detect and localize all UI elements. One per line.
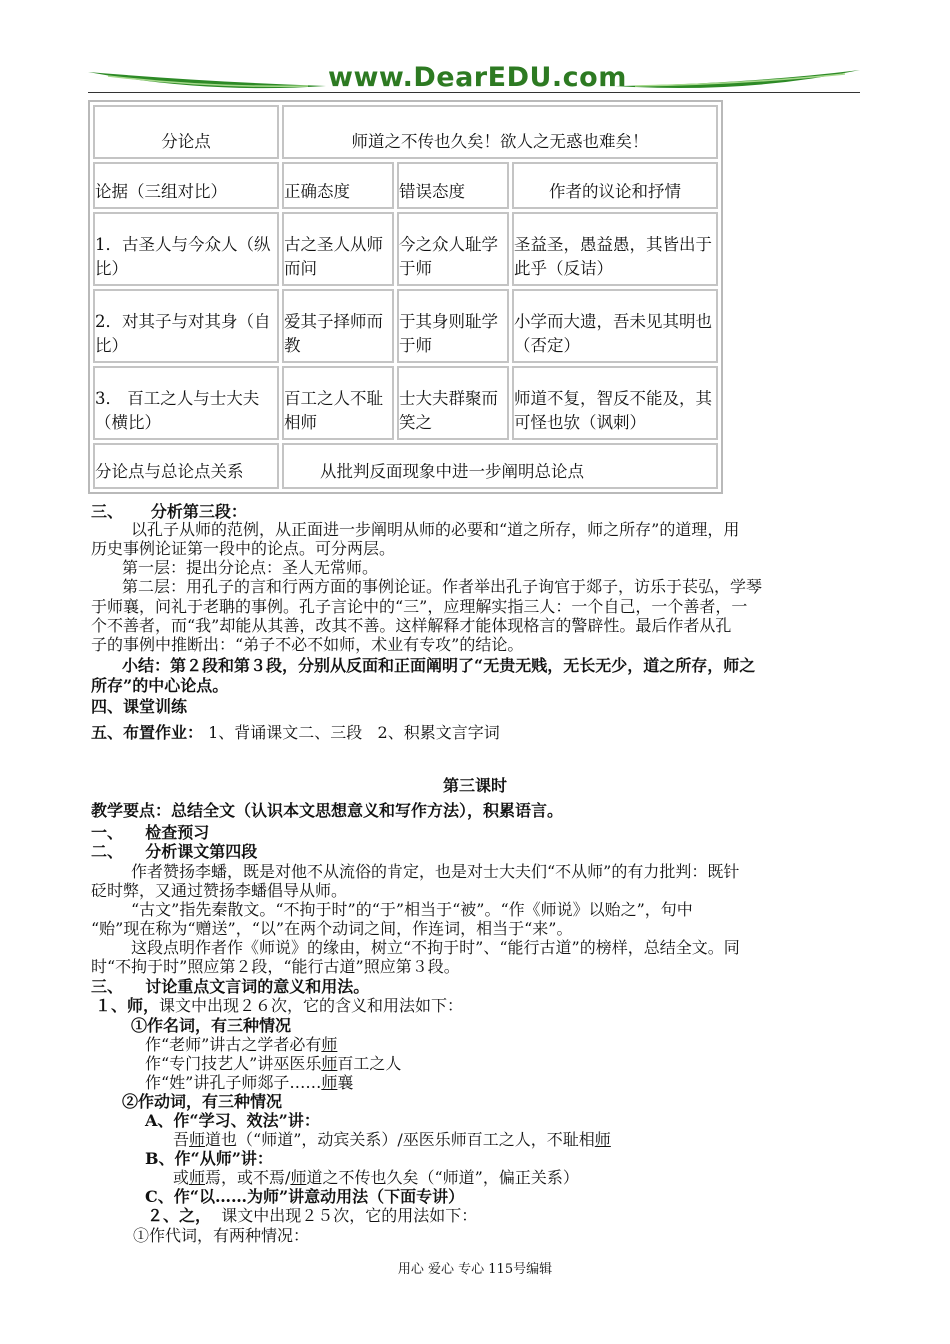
example-text: 襄 — [337, 1073, 354, 1092]
table-cell: 3． 百工之人与士大夫（横比） — [93, 366, 279, 440]
example-line — [145, 1073, 353, 1092]
section-heading: 三、 分析第三段： — [91, 502, 247, 521]
table-header-cell: 作者的议论和抒情 — [512, 162, 718, 209]
paragraph-line: 个不善者，而“我”却能从其善，改其不善。这样解释才能体现格言的警辟性。最后作者从孔 — [91, 616, 732, 635]
site-header — [88, 56, 860, 100]
example-text: 作“老师”讲古之学者必有 — [145, 1035, 322, 1054]
table-header-cell: 正确态度 — [282, 162, 394, 209]
paragraph-line: 时“不拘于时”照应第２段，“能行古道”照应第３段。 — [91, 957, 460, 976]
word-desc: 课文中出现２６次，它的含义和用法如下： — [159, 996, 464, 1015]
section-heading: 二、 分析课文第四段 — [91, 842, 258, 861]
paragraph-line: 第一层：提出分论点：圣人无常师。 — [122, 558, 379, 577]
table-header-cell: 论据（三组对比） — [93, 162, 279, 209]
example-underlined: 师 — [321, 1054, 338, 1073]
header-rule — [88, 92, 860, 93]
example-underlined: 师 — [321, 1073, 338, 1092]
paragraph-line: 这段点明作者作《师说》的缘由，树立“不拘于时”、“能行古道”的榜样，总结全文。同 — [131, 938, 740, 957]
example-underlined: 师 — [189, 1130, 206, 1149]
summary-line: 小结：第２段和第３段，分别从反面和正面阐明了“无贵无贱，无长无少，道之所存，师之 — [122, 656, 756, 675]
table-cell: 师道不复，智反不能及，其可怪也欤（讽刺） — [512, 366, 718, 440]
example-text: 作“专门技艺人”讲巫医乐 — [145, 1054, 322, 1073]
site-url: www.DearEDU.com — [328, 62, 627, 93]
example-line — [173, 1168, 579, 1187]
argument-table — [88, 100, 723, 494]
paragraph-line: “古文”指先秦散文。“不拘于时”的“于”相当于“被”。“作《师说》以贻之”，句中 — [131, 900, 693, 919]
table-cell: 分论点与总论点关系 — [93, 443, 279, 489]
table-row — [93, 366, 718, 440]
word-desc: 课文中出现２５次，它的用法如下： — [211, 1206, 478, 1225]
usage-subheading: A、作“学习、效法”讲： — [145, 1111, 320, 1130]
table-cell: 从批判反面现象中进一步阐明总论点 — [282, 443, 718, 489]
example-text: 百工之人 — [337, 1054, 402, 1073]
example-underlined: 师 — [321, 1035, 338, 1054]
usage-heading: ②作动词，有三种情况 — [122, 1092, 283, 1111]
table-cell: 师道之不传也久矣！欲人之无惑也难矣！ — [282, 105, 718, 159]
usage-heading: ①作代词，有两种情况： — [133, 1226, 310, 1245]
paragraph-line: 于师襄，问礼于老聃的事例。孔子言论中的“三”，应理解实指三人：一个自己，一个善者，一 — [91, 597, 748, 616]
paragraph-line: 作者赞扬李蟠，既是对他不从流俗的肯定，也是对士大夫们“不从师”的有力批判：既针 — [131, 862, 740, 881]
table-row — [93, 289, 718, 363]
paragraph-line: 历史事例论证第一段中的论点。可分两层。 — [91, 539, 396, 558]
table-cell: 爱其子择师而教 — [282, 289, 394, 363]
usage-subheading: B、作“从师”讲： — [145, 1149, 273, 1168]
table-row — [93, 212, 718, 286]
paragraph-line: “贻”现在称为“赠送”，“以”在两个动词之间，作连词，相当于“来”。 — [91, 919, 573, 938]
table-cell: 士大夫群聚而笑之 — [397, 366, 509, 440]
example-underlined: 师 — [290, 1168, 307, 1187]
word-label: １、师， — [95, 996, 160, 1015]
summary-line: 所存”的中心论点。 — [91, 676, 229, 695]
paragraph-line: 第二层：用孔子的言和行两方面的事例论证。作者举出孔子询官于郯子，访乐于苌弘，学琴 — [122, 577, 763, 596]
section-heading: 五、布置作业： — [91, 723, 204, 742]
table-cell: 2．对其子与对其身（自比） — [93, 289, 279, 363]
lesson-title: 第三课时 — [442, 776, 507, 795]
key-points: 教学要点：总结全文（认识本文思想意义和写作方法），积累语言。 — [91, 801, 564, 820]
paragraph-line: 砭时弊，又通过赞扬李蟠倡导从师。 — [91, 881, 348, 900]
example-underlined: 师 — [189, 1168, 206, 1187]
table-cell: 于其身则耻学于师 — [397, 289, 509, 363]
leaf-swoosh-right-icon — [615, 64, 860, 94]
homework-line — [91, 723, 500, 742]
word-label: ２、之， — [147, 1206, 212, 1225]
section-heading: 四、课堂训练 — [91, 697, 188, 716]
usage-heading: ①作名词，有三种情况 — [131, 1016, 292, 1035]
table-cell: 百工之人不耻相师 — [282, 366, 394, 440]
section-heading: 一、 检查预习 — [91, 823, 210, 842]
example-text: 或 — [173, 1168, 190, 1187]
paragraph-line: 子的事例中推断出：“弟子不必不如师，术业有专攻”的结论。 — [91, 635, 524, 654]
example-text: 道也（“师道”，动宾关系）/巫医乐师百工之人，不耻相 — [205, 1130, 595, 1149]
example-underlined: 师 — [594, 1130, 611, 1149]
example-line — [145, 1054, 401, 1073]
example-text: 焉，或不焉/ — [205, 1168, 291, 1187]
table-header-row — [93, 162, 718, 209]
table-cell: 古之圣人从师而问 — [282, 212, 394, 286]
section-heading: 三、 讨论重点文言词的意义和用法。 — [91, 977, 370, 996]
example-text: 道之不传也久矣（“师道”，偏正关系） — [306, 1168, 579, 1187]
table-cell: 今之众人耻学于师 — [397, 212, 509, 286]
table-cell: 圣益圣，愚益愚，其皆出于此乎（反诘） — [512, 212, 718, 286]
example-line — [145, 1035, 337, 1054]
example-line — [173, 1130, 611, 1149]
table-row — [93, 443, 718, 489]
word-item — [95, 996, 463, 1015]
table-cell: 1．古圣人与今众人（纵比） — [93, 212, 279, 286]
table-header-cell: 错误态度 — [397, 162, 509, 209]
leaf-swoosh-left-icon — [88, 64, 328, 94]
homework-text: 1、背诵课文二、三段 2、积累文言字词 — [203, 723, 500, 742]
table-cell: 小学而大遗，吾未见其明也（否定） — [512, 289, 718, 363]
page-footer: 用心 爱心 专心 115号编辑 — [397, 1262, 553, 1277]
usage-subheading: C、作“以……为师”讲意动用法（下面专讲） — [145, 1187, 465, 1206]
table-cell: 分论点 — [93, 105, 279, 159]
table-row — [93, 105, 718, 159]
example-text: 吾 — [173, 1130, 190, 1149]
paragraph-line: 以孔子从师的范例，从正面进一步阐明从师的必要和“道之所存，师之所存”的道理，用 — [131, 520, 740, 539]
word-item — [147, 1206, 477, 1225]
example-text: 作“姓”讲孔子师郯子…… — [145, 1073, 322, 1092]
